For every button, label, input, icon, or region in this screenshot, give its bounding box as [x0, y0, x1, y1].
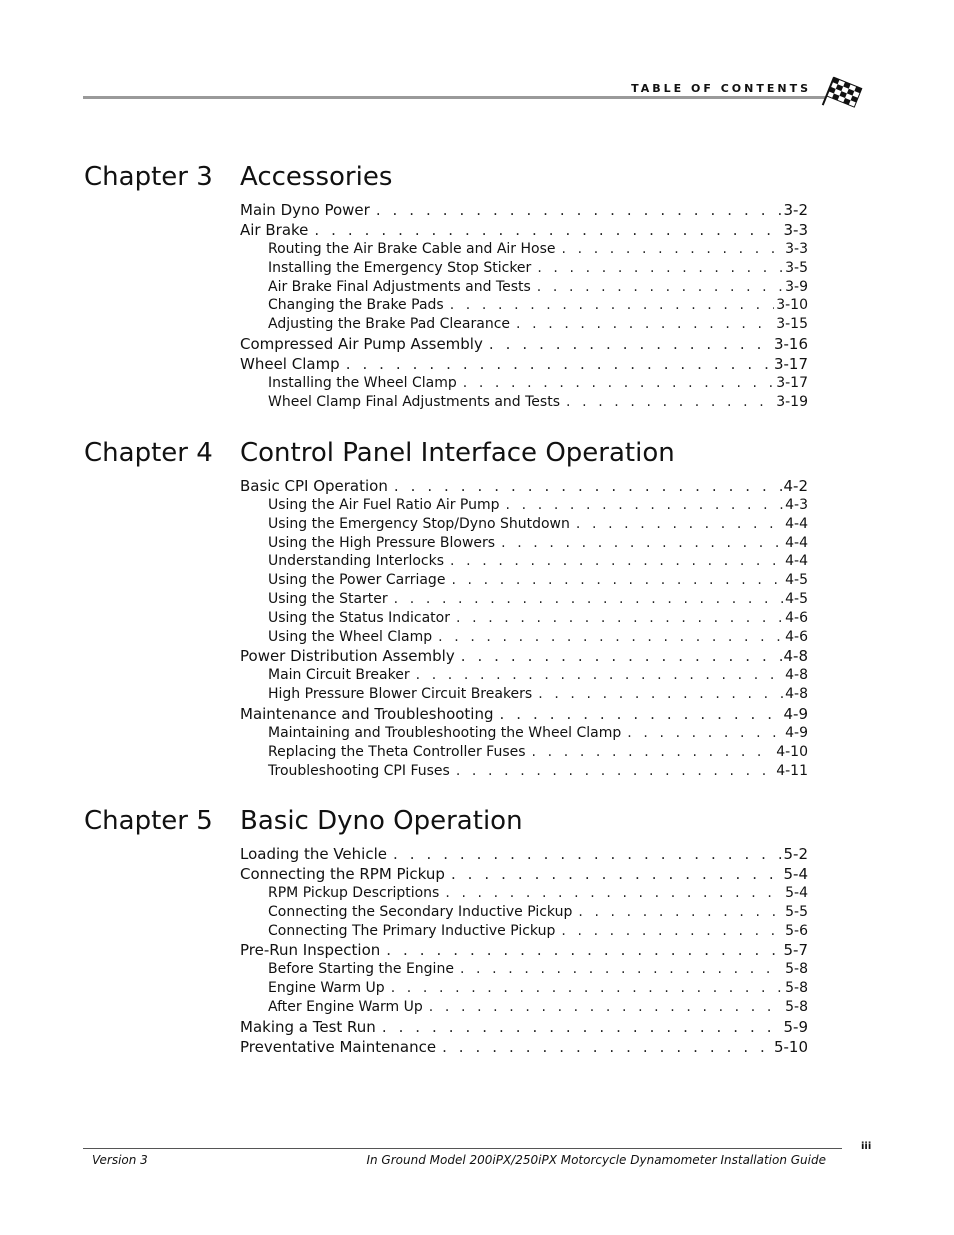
- toc-entry-title: Using the High Pressure Blowers: [268, 534, 496, 551]
- toc-entry: [240, 200, 808, 220]
- dot-leader: [561, 922, 783, 941]
- page-number: iii: [861, 1141, 872, 1152]
- toc-entry: [240, 844, 808, 864]
- dot-leader: [537, 259, 783, 278]
- toc-entry-page: 4-9: [783, 704, 808, 723]
- dot-leader: [456, 609, 783, 628]
- toc-entry-page: 3-3: [785, 241, 808, 257]
- dot-leader: [391, 979, 783, 998]
- dot-leader: [346, 354, 772, 374]
- toc-entry-page: 4-3: [785, 497, 808, 513]
- toc-entry-page: 3-5: [785, 259, 808, 276]
- chapter-title: Control Panel Interface Operation: [240, 438, 675, 468]
- chapter-number: Chapter 4: [84, 438, 213, 468]
- toc-entry-title: Understanding Interlocks: [268, 553, 445, 570]
- toc-entry-page: 5-10: [773, 1037, 808, 1056]
- toc-entry-page: 5-9: [783, 1017, 808, 1036]
- toc-entry-page: 5-8: [785, 980, 808, 997]
- toc-entry-page: 5-4: [783, 865, 808, 883]
- checkered-flag-icon: [820, 74, 866, 116]
- toc-entry-page: 5-2: [783, 845, 808, 863]
- dot-leader: [501, 534, 783, 553]
- toc-entry-page: 4-8: [783, 647, 808, 666]
- toc-entry-title: Air Brake Final Adjustments and Tests: [268, 278, 531, 295]
- toc-entry-page: 3-9: [785, 278, 808, 295]
- toc-entry-title: Making a Test Run: [240, 1017, 376, 1036]
- toc-entry-title: Maintaining and Troubleshooting the Wheel Clamp: [268, 724, 622, 741]
- dot-leader: [456, 762, 774, 781]
- toc-entry: [240, 220, 808, 240]
- toc-entry: [240, 552, 808, 571]
- toc-entry-page: 4-6: [785, 628, 808, 645]
- toc-entry: [240, 515, 808, 534]
- chapter-section: [84, 806, 808, 1057]
- toc-entry: [240, 609, 808, 628]
- toc-entry: [240, 704, 808, 724]
- footer-title: In Ground Model 200iPX/250iPX Motorcycle Dynamometer Installation Guide: [366, 1153, 826, 1167]
- toc-entry-page: 4-8: [785, 667, 808, 684]
- toc-entry-title: Maintenance and Troubleshooting: [240, 704, 494, 723]
- chapter-number: Chapter 5: [84, 806, 213, 836]
- dot-leader: [386, 940, 781, 960]
- dot-leader: [516, 315, 774, 334]
- toc-entry-page: 3-2: [783, 201, 808, 219]
- toc-entry: [240, 374, 808, 393]
- chapter-title: Basic Dyno Operation: [240, 806, 523, 836]
- dot-leader: [442, 1037, 772, 1057]
- dot-leader: [382, 1017, 782, 1037]
- toc-entry-title: Installing the Emergency Stop Sticker: [268, 259, 532, 276]
- toc-entry-list: [240, 200, 808, 412]
- toc-entry-page: 4-11: [776, 762, 808, 779]
- toc-entry-title: Wheel Clamp: [240, 354, 340, 373]
- toc-entry-title: Engine Warm Up: [268, 980, 385, 997]
- toc-entry-page: 3-19: [776, 393, 808, 410]
- toc-entry-title: Main Dyno Power: [240, 201, 370, 219]
- chapter-heading: [84, 806, 808, 840]
- toc-entry: [240, 571, 808, 590]
- toc-entry: [240, 940, 808, 960]
- toc-entry-title: Using the Emergency Stop/Dyno Shutdown: [268, 515, 570, 532]
- dot-leader: [576, 515, 783, 534]
- dot-leader: [627, 724, 783, 743]
- dot-leader: [566, 393, 774, 412]
- toc-entry: [240, 762, 808, 781]
- toc-entry-title: Connecting The Primary Inductive Pickup: [268, 922, 556, 939]
- toc-entry: [240, 240, 808, 259]
- dot-leader: [416, 666, 784, 685]
- toc-entry: [240, 1017, 808, 1037]
- toc-entry: [240, 864, 808, 884]
- dot-leader: [429, 998, 783, 1017]
- chapter-title: Accessories: [240, 162, 393, 192]
- toc-entry-page: 4-4: [785, 515, 808, 532]
- toc-entry: [240, 590, 808, 609]
- dot-leader: [393, 844, 782, 864]
- toc-entry-title: Connecting the RPM Pickup: [240, 865, 445, 883]
- toc-entry-title: Preventative Maintenance: [240, 1037, 437, 1056]
- toc-entry: [240, 476, 808, 496]
- toc-entry-title: Wheel Clamp Final Adjustments and Tests: [268, 393, 560, 410]
- toc-entry-title: Using the Starter: [268, 590, 388, 607]
- toc-entry-title: Basic CPI Operation: [240, 477, 388, 495]
- dot-leader: [394, 590, 783, 609]
- toc-entry: [240, 666, 808, 685]
- header-rule: [83, 96, 825, 99]
- toc-entry: [240, 628, 808, 647]
- dot-leader: [537, 278, 783, 297]
- chapter-number: Chapter 3: [84, 162, 213, 192]
- dot-leader: [451, 864, 782, 884]
- toc-entry-list: [240, 844, 808, 1057]
- toc-entry: [240, 534, 808, 553]
- toc-entry-page: 4-5: [785, 572, 808, 589]
- dot-leader: [463, 374, 774, 393]
- dot-leader: [489, 334, 772, 354]
- toc-entry: [240, 354, 808, 374]
- toc-entry-page: 5-8: [785, 998, 808, 1015]
- toc-entry-page: 4-6: [785, 609, 808, 626]
- toc-entry-page: 5-4: [785, 885, 808, 901]
- toc-entry-title: After Engine Warm Up: [268, 998, 423, 1015]
- footer-rule: [83, 1148, 842, 1149]
- toc-entry: [240, 334, 808, 354]
- chapter-heading: [84, 162, 808, 196]
- dot-leader: [376, 200, 782, 220]
- toc-entry: [240, 685, 808, 704]
- toc-entry-title: Using the Power Carriage: [268, 572, 446, 589]
- toc-entry-title: Using the Status Indicator: [268, 609, 450, 626]
- toc-entry: [240, 743, 808, 762]
- toc-entry-title: Adjusting the Brake Pad Clearance: [268, 316, 511, 333]
- toc-entry-title: Routing the Air Brake Cable and Air Hose: [268, 241, 556, 257]
- toc-entry: [240, 496, 808, 515]
- toc-entry-page: 4-10: [776, 743, 808, 760]
- dot-leader: [450, 552, 783, 571]
- toc-entry-title: Compressed Air Pump Assembly: [240, 334, 483, 353]
- toc-entry-title: Loading the Vehicle: [240, 845, 387, 863]
- dot-leader: [532, 743, 775, 762]
- toc-entry-page: 5-7: [783, 941, 808, 960]
- chapter-section: [84, 438, 808, 780]
- toc-entry: [240, 278, 808, 297]
- toc-entry-title: Pre-Run Inspection: [240, 941, 381, 960]
- toc-entry-title: Using the Wheel Clamp: [268, 628, 433, 645]
- footer-version: Version 3: [92, 1153, 148, 1167]
- toc-entry: [240, 884, 808, 903]
- toc-entry: [240, 315, 808, 334]
- toc-entry-title: RPM Pickup Descriptions: [268, 885, 440, 901]
- toc-entry: [240, 979, 808, 998]
- toc-entry-page: 3-17: [773, 354, 808, 373]
- toc-entry-page: 3-16: [773, 334, 808, 353]
- chapter-section: [84, 162, 808, 412]
- dot-leader: [314, 220, 781, 240]
- toc-entry: [240, 724, 808, 743]
- toc-entry: [240, 646, 808, 666]
- toc-entry-title: Troubleshooting CPI Fuses: [268, 762, 450, 779]
- dot-leader: [578, 903, 783, 922]
- toc-entry-page: 4-8: [785, 686, 808, 703]
- toc-entry-page: 3-17: [776, 374, 808, 391]
- toc-entry-list: [240, 476, 808, 780]
- toc-entry: [240, 922, 808, 941]
- toc-entry-page: 5-8: [785, 961, 808, 978]
- toc-entry: [240, 1037, 808, 1057]
- toc-entry-title: Replacing the Theta Controller Fuses: [268, 743, 526, 760]
- toc-entry-page: 5-6: [785, 922, 808, 939]
- dot-leader: [451, 571, 783, 590]
- toc-entry-title: Air Brake: [240, 221, 309, 239]
- toc-entry-title: Main Circuit Breaker: [268, 667, 410, 684]
- toc-entry-title: Using the Air Fuel Ratio Air Pump: [268, 497, 500, 513]
- dot-leader: [460, 960, 783, 979]
- toc-entry-title: Connecting the Secondary Inductive Pickup: [268, 903, 573, 920]
- dot-leader: [461, 646, 782, 666]
- dot-leader: [394, 476, 782, 496]
- dot-leader: [445, 884, 783, 903]
- dot-leader: [450, 296, 775, 315]
- toc-entry-page: 4-5: [785, 590, 808, 607]
- toc-entry-title: Power Distribution Assembly: [240, 647, 455, 666]
- toc-entry-page: 3-3: [783, 221, 808, 239]
- dot-leader: [438, 628, 783, 647]
- toc-entry-page: 3-10: [776, 297, 808, 314]
- dot-leader: [500, 704, 782, 724]
- toc-entry-page: 4-4: [785, 553, 808, 570]
- toc-entry-title: Installing the Wheel Clamp: [268, 374, 457, 391]
- toc-entry: [240, 998, 808, 1017]
- toc-entry-page: 5-5: [785, 903, 808, 920]
- toc-entry-page: 4-9: [785, 724, 808, 741]
- dot-leader: [562, 240, 784, 259]
- toc-entry-title: Changing the Brake Pads: [268, 297, 444, 314]
- toc-entry: [240, 296, 808, 315]
- toc-entry: [240, 903, 808, 922]
- toc-entry: [240, 393, 808, 412]
- toc-entry-page: 3-15: [776, 316, 808, 333]
- header-label: TABLE OF CONTENTS: [631, 82, 811, 95]
- toc-entry-page: 4-2: [783, 477, 808, 495]
- toc-entry-title: High Pressure Blower Circuit Breakers: [268, 686, 533, 703]
- dot-leader: [538, 685, 783, 704]
- toc-entry: [240, 259, 808, 278]
- toc-entry: [240, 960, 808, 979]
- chapter-heading: [84, 438, 808, 472]
- toc-entry-page: 4-4: [785, 534, 808, 551]
- toc-entry-title: Before Starting the Engine: [268, 961, 454, 978]
- dot-leader: [506, 496, 784, 515]
